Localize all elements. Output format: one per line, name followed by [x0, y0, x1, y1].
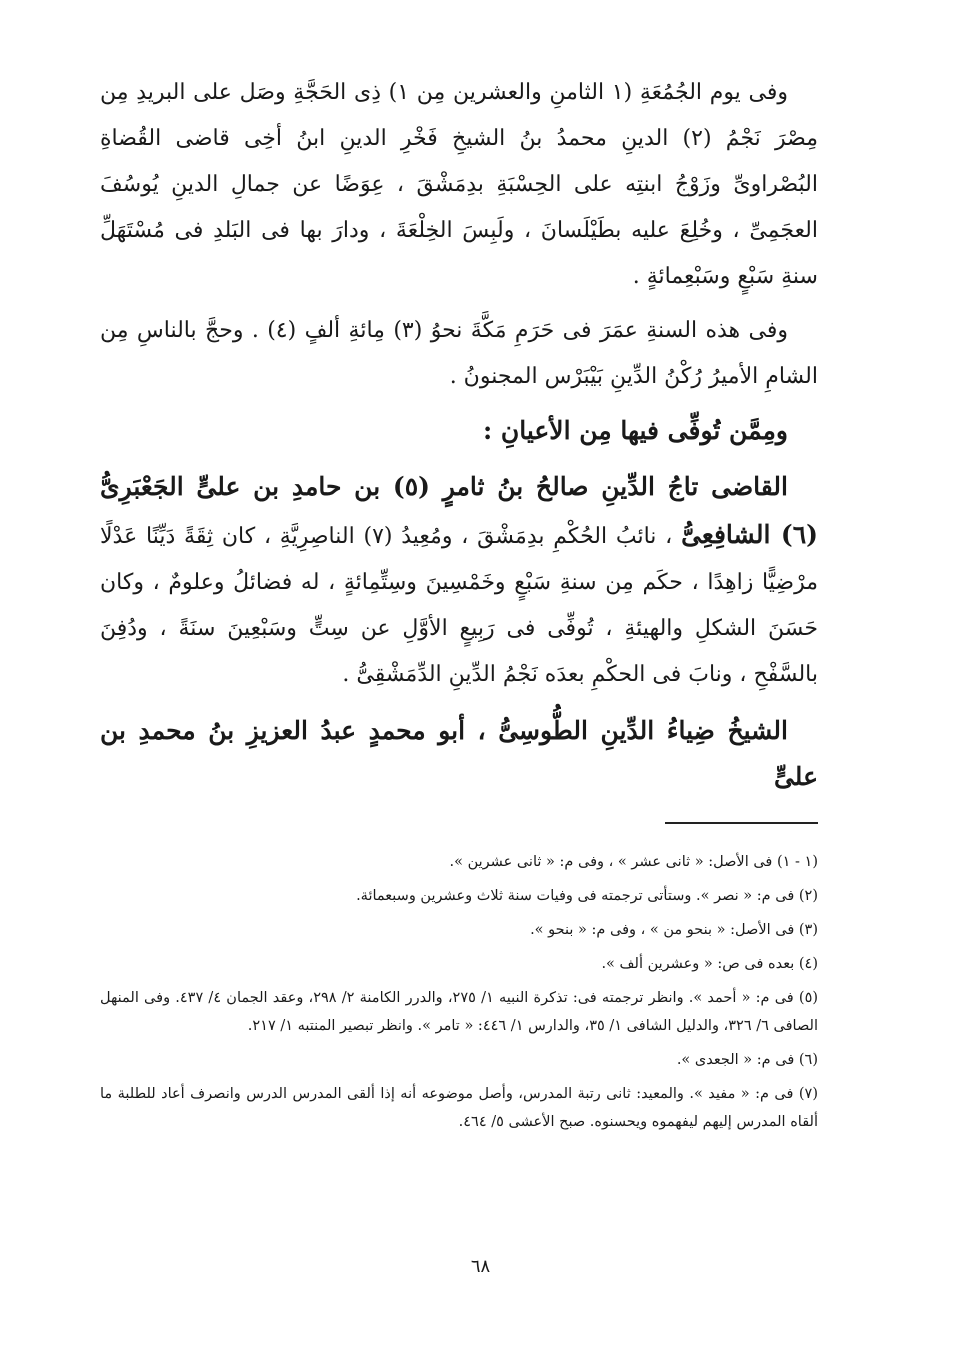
- biography-1: [100, 464, 818, 698]
- footnote: (٣) فى الأصل: « بنحو من » ، وفى م: « بنحو ».: [530, 922, 818, 938]
- footnote: (١ - ١) فى الأصل: « ثانى عشر » ، وفى م: « ثانى عشرين ».: [449, 854, 818, 870]
- footnote: (٢) فى م: « نصر ». وستأتى ترجمته فى وفيات سنة ثلاث وعشرين وسبعمائة.: [356, 888, 818, 904]
- main-text: [100, 70, 818, 800]
- footnote: (٥) فى م: « أحمد ». وانظر ترجمته فى: تذكرة النبيه ١/ ٢٧٥، والدرر الكامنة ٢/ ٢٩٨، وعقد الجمان ٤/ ٤٣٧. وفى المنهل الصافى ٦/ ٣٢٦، والدليل الشافى ١/ ٣٥، والدارس ١/ ٤٤٦: « تامر ». وانظر تبصير المنتبه ١/ ٢١٧.: [100, 990, 819, 1034]
- footnote: (٧) فى م: « مفيد ». والمعيد: ثانى رتبة المدرس، وأصل موضوعه أنه إذا ألقى المدرس الدرس وانصرف أعاد للطلبة ما ألقاه المدرس إليهم ليفهموه ويحسنوه. صبح الأعشى ٥/ ٤٦٤.: [100, 1086, 818, 1130]
- footnote: (٤) بعده فى ص: « وعشرين ألف ».: [601, 956, 818, 972]
- section-heading: ومِمَّن تُوفِّى فيها مِن الأعيانِ :: [482, 416, 788, 445]
- footnote-separator: [665, 822, 818, 824]
- biography-1-text: ، نائبُ الحُكْمِ بدِمَشْقَ ، ومُعِيدُ (٧) الناصِرِيَّةِ ، كان ثِقَةً دَيِّنًا عَدْلًا مرْضِيًّا زاهِدًا ، حكَم مِن سنةِ سَبْعٍ وخَمْسِينَ وسِتِّمِائةٍ ، له فضائلُ وعلومٌ ، وكان حَسَنَ الشكلِ والهيئةِ ، تُوفِّى فى رَبِيعٍ الأوَّلِ عن سِتٍّ وسَبْعِينَ سنَةً ، ودُفِنَ بالسَّفْحِ ، ونابَ فى الحكْمِ بعدَه نَجْمُ الدِّينِ الدِّمَشْقِىُّ .: [100, 524, 818, 687]
- paragraph-2: وفى هذه السنةِ عمَرَ فى حَرَمِ مَكَّةَ نحوُ (٣) مِائةِ ألفٍ (٤) . وحجَّ بالناسِ مِن الشامِ الأميرُ رُكْنُ الدِّينِ بَيْبَرْس المجنونُ .: [100, 318, 818, 389]
- footnotes: [100, 848, 818, 1142]
- page-number: ٦٨: [470, 1256, 491, 1277]
- paragraph-1: وفى يوم الجُمُعَةِ (١ الثامنِ والعشرين مِن ١) ذِى الحَجَّةِ وصَل على البريدِ مِن مِصْرَ نَجْمُ (٢) الدينِ محمدُ بنُ الشيخِ فَخْرِ الدينِ ابنُ أخِى قاضى القُضاةِ البُصْراوىِّ وزَوْجُ ابنتِه على الحِسْبَةِ بدِمَشْقَ ، عِوَضًا عن جمالِ الدينِ يُوسُفَ العجَمِىِّ ، وخُلِعَ عليه بطَيْلَسانَ ، ولَبِسَ الخِلْعَةَ ، ودارَ بها فى البَلدِ فى مُسْتَهَلِّ سنةِ سَبْعٍ وسَبْعِمائةٍ .: [100, 80, 818, 289]
- footnote: (٦) فى م: « الجعدى ».: [676, 1052, 818, 1068]
- biography-2-heading: الشيخُ ضِياءُ الدِّينِ الطُّوسِىُّ ، أبو محمدٍ عبدُ العزيزِ بنُ محمدِ بن علىٍّ: [100, 716, 818, 791]
- biography-1-name: القاضى تاجُ الدِّينِ صالحُ بنُ ثامرٍ (٥) بن حامدِ بن علىٍّ الجَعْبَرِىُّ (٦) الشافِعِىُّ: [100, 472, 818, 549]
